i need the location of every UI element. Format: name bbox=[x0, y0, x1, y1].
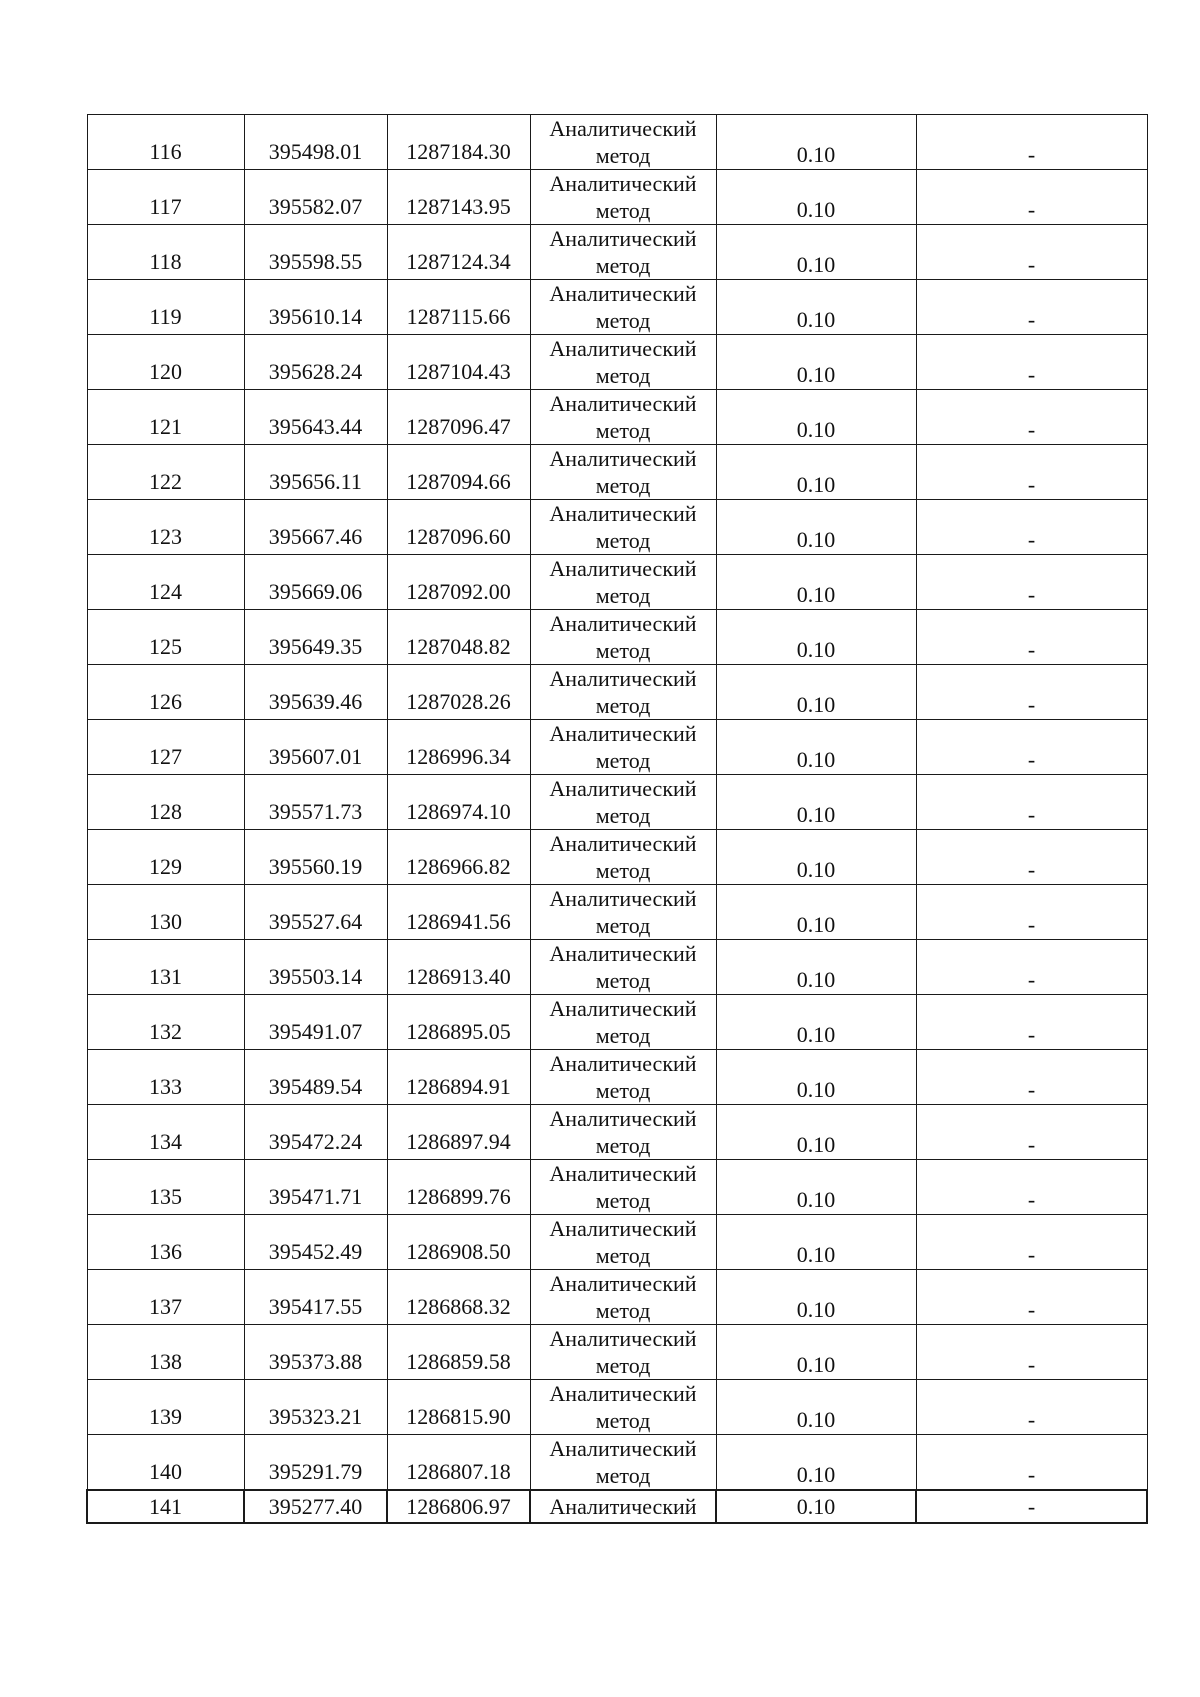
x-coordinate-cell: 395491.07 bbox=[244, 995, 387, 1050]
method-text-line: Аналитический bbox=[549, 1494, 697, 1519]
table-row bbox=[87, 115, 1147, 170]
method-text-line: метод bbox=[595, 1353, 651, 1378]
table-row bbox=[87, 225, 1147, 280]
table-row bbox=[87, 1435, 1147, 1491]
note-cell: - bbox=[916, 1050, 1147, 1105]
y-coordinate-cell: 1286868.32 bbox=[387, 1270, 530, 1325]
note-cell: - bbox=[916, 1380, 1147, 1435]
method-text-line: метод bbox=[595, 308, 651, 333]
point-number-cell: 140 bbox=[87, 1435, 244, 1491]
table-row bbox=[87, 940, 1147, 995]
point-number-cell: 117 bbox=[87, 170, 244, 225]
method-cell bbox=[530, 1325, 716, 1380]
point-number-cell: 135 bbox=[87, 1160, 244, 1215]
y-coordinate-cell: 1286913.40 bbox=[387, 940, 530, 995]
accuracy-cell: 0.10 bbox=[716, 1270, 916, 1325]
y-coordinate-cell: 1287048.82 bbox=[387, 610, 530, 665]
accuracy-cell: 0.10 bbox=[716, 1325, 916, 1380]
accuracy-cell: 0.10 bbox=[716, 445, 916, 500]
table-row bbox=[87, 995, 1147, 1050]
method-cell bbox=[530, 1435, 716, 1491]
point-number-cell: 124 bbox=[87, 555, 244, 610]
y-coordinate-cell: 1286966.82 bbox=[387, 830, 530, 885]
y-coordinate-cell: 1286806.97 bbox=[387, 1490, 530, 1523]
point-number-cell: 132 bbox=[87, 995, 244, 1050]
method-text-line: Аналитический bbox=[549, 501, 697, 526]
method-text-line: метод bbox=[595, 363, 651, 388]
method-text-line: Аналитический bbox=[549, 996, 697, 1021]
method-text-line: метод bbox=[595, 583, 651, 608]
accuracy-cell: 0.10 bbox=[716, 115, 916, 170]
method-cell bbox=[530, 995, 716, 1050]
method-text-line: метод bbox=[595, 803, 651, 828]
note-cell: - bbox=[916, 885, 1147, 940]
accuracy-cell: 0.10 bbox=[716, 1215, 916, 1270]
method-text-line: Аналитический bbox=[549, 446, 697, 471]
accuracy-cell: 0.10 bbox=[716, 1160, 916, 1215]
accuracy-cell: 0.10 bbox=[716, 280, 916, 335]
x-coordinate-cell: 395277.40 bbox=[244, 1490, 387, 1523]
note-cell: - bbox=[916, 390, 1147, 445]
method-text-line: Аналитический bbox=[549, 1161, 697, 1186]
y-coordinate-cell: 1286807.18 bbox=[387, 1435, 530, 1491]
point-number-cell: 134 bbox=[87, 1105, 244, 1160]
point-number-cell: 120 bbox=[87, 335, 244, 390]
note-cell: - bbox=[916, 1270, 1147, 1325]
point-number-cell: 118 bbox=[87, 225, 244, 280]
table-row bbox=[87, 775, 1147, 830]
note-cell: - bbox=[916, 830, 1147, 885]
table-row bbox=[87, 500, 1147, 555]
x-coordinate-cell: 395643.44 bbox=[244, 390, 387, 445]
method-text-line: метод bbox=[595, 473, 651, 498]
x-coordinate-cell: 395649.35 bbox=[244, 610, 387, 665]
note-cell: - bbox=[916, 995, 1147, 1050]
accuracy-cell: 0.10 bbox=[716, 665, 916, 720]
method-text-line: метод bbox=[595, 1408, 651, 1433]
method-cell bbox=[530, 1160, 716, 1215]
y-coordinate-cell: 1287184.30 bbox=[387, 115, 530, 170]
method-text-line: Аналитический bbox=[549, 391, 697, 416]
note-cell: - bbox=[916, 665, 1147, 720]
method-text-line: Аналитический bbox=[549, 336, 697, 361]
note-cell: - bbox=[916, 280, 1147, 335]
method-text-line: метод bbox=[595, 1463, 651, 1488]
method-text-line: метод bbox=[595, 693, 651, 718]
method-text-line: Аналитический bbox=[549, 556, 697, 581]
table-row bbox=[87, 610, 1147, 665]
method-text-line: метод bbox=[595, 1023, 651, 1048]
y-coordinate-cell: 1287028.26 bbox=[387, 665, 530, 720]
x-coordinate-cell: 395291.79 bbox=[244, 1435, 387, 1491]
accuracy-cell: 0.10 bbox=[716, 1435, 916, 1491]
method-cell bbox=[530, 1215, 716, 1270]
y-coordinate-cell: 1287143.95 bbox=[387, 170, 530, 225]
method-cell bbox=[530, 885, 716, 940]
method-text-line: метод bbox=[595, 913, 651, 938]
note-cell: - bbox=[916, 1435, 1147, 1491]
point-number-cell: 126 bbox=[87, 665, 244, 720]
x-coordinate-cell: 395417.55 bbox=[244, 1270, 387, 1325]
y-coordinate-cell: 1287094.66 bbox=[387, 445, 530, 500]
method-cell bbox=[530, 225, 716, 280]
point-number-cell: 136 bbox=[87, 1215, 244, 1270]
method-text-line: Аналитический bbox=[549, 666, 697, 691]
accuracy-cell: 0.10 bbox=[716, 940, 916, 995]
point-number-cell: 125 bbox=[87, 610, 244, 665]
method-cell bbox=[530, 830, 716, 885]
accuracy-cell: 0.10 bbox=[716, 885, 916, 940]
method-text-line: метод bbox=[595, 198, 651, 223]
method-text-line: Аналитический bbox=[549, 611, 697, 636]
table-row bbox=[87, 885, 1147, 940]
method-cell bbox=[530, 665, 716, 720]
method-cell bbox=[530, 445, 716, 500]
coordinates-table bbox=[86, 114, 1148, 1524]
table-row bbox=[87, 1325, 1147, 1380]
method-text-line: метод bbox=[595, 253, 651, 278]
method-cell bbox=[530, 610, 716, 665]
note-cell: - bbox=[916, 940, 1147, 995]
table-row bbox=[87, 280, 1147, 335]
x-coordinate-cell: 395471.71 bbox=[244, 1160, 387, 1215]
note-cell: - bbox=[916, 1160, 1147, 1215]
method-text-line: метод bbox=[595, 858, 651, 883]
accuracy-cell: 0.10 bbox=[716, 170, 916, 225]
accuracy-cell: 0.10 bbox=[716, 500, 916, 555]
table-row bbox=[87, 390, 1147, 445]
y-coordinate-cell: 1286859.58 bbox=[387, 1325, 530, 1380]
y-coordinate-cell: 1287115.66 bbox=[387, 280, 530, 335]
accuracy-cell: 0.10 bbox=[716, 1380, 916, 1435]
x-coordinate-cell: 395669.06 bbox=[244, 555, 387, 610]
note-cell: - bbox=[916, 115, 1147, 170]
method-cell bbox=[530, 1105, 716, 1160]
point-number-cell: 137 bbox=[87, 1270, 244, 1325]
point-number-cell: 129 bbox=[87, 830, 244, 885]
point-number-cell: 141 bbox=[87, 1490, 244, 1523]
method-text-line: метод bbox=[595, 638, 651, 663]
y-coordinate-cell: 1286895.05 bbox=[387, 995, 530, 1050]
note-cell: - bbox=[916, 1490, 1147, 1523]
x-coordinate-cell: 395667.46 bbox=[244, 500, 387, 555]
method-text-line: метод bbox=[595, 1188, 651, 1213]
point-number-cell: 138 bbox=[87, 1325, 244, 1380]
method-cell bbox=[530, 170, 716, 225]
method-cell bbox=[530, 1380, 716, 1435]
accuracy-cell: 0.10 bbox=[716, 720, 916, 775]
accuracy-cell: 0.10 bbox=[716, 390, 916, 445]
table-row bbox=[87, 1490, 1147, 1523]
method-cell bbox=[530, 1050, 716, 1105]
table-row bbox=[87, 170, 1147, 225]
point-number-cell: 116 bbox=[87, 115, 244, 170]
note-cell: - bbox=[916, 720, 1147, 775]
method-text-line: Аналитический bbox=[549, 1106, 697, 1131]
accuracy-cell: 0.10 bbox=[716, 995, 916, 1050]
method-text-line: Аналитический bbox=[549, 281, 697, 306]
note-cell: - bbox=[916, 610, 1147, 665]
table-row bbox=[87, 335, 1147, 390]
method-text-line: Аналитический bbox=[549, 886, 697, 911]
note-cell: - bbox=[916, 1325, 1147, 1380]
y-coordinate-cell: 1287104.43 bbox=[387, 335, 530, 390]
table-row bbox=[87, 1160, 1147, 1215]
method-cell bbox=[530, 720, 716, 775]
method-cell bbox=[530, 335, 716, 390]
method-text-line: Аналитический bbox=[549, 1216, 697, 1241]
table-row bbox=[87, 720, 1147, 775]
table-row bbox=[87, 1380, 1147, 1435]
note-cell: - bbox=[916, 555, 1147, 610]
table-row bbox=[87, 665, 1147, 720]
x-coordinate-cell: 395472.24 bbox=[244, 1105, 387, 1160]
point-number-cell: 123 bbox=[87, 500, 244, 555]
point-number-cell: 131 bbox=[87, 940, 244, 995]
table-row bbox=[87, 1270, 1147, 1325]
y-coordinate-cell: 1286941.56 bbox=[387, 885, 530, 940]
coordinates-table-body bbox=[87, 115, 1147, 1524]
x-coordinate-cell: 395582.07 bbox=[244, 170, 387, 225]
x-coordinate-cell: 395503.14 bbox=[244, 940, 387, 995]
method-cell bbox=[530, 390, 716, 445]
x-coordinate-cell: 395527.64 bbox=[244, 885, 387, 940]
accuracy-cell: 0.10 bbox=[716, 555, 916, 610]
method-text-line: Аналитический bbox=[549, 171, 697, 196]
y-coordinate-cell: 1286996.34 bbox=[387, 720, 530, 775]
method-text-line: Аналитический bbox=[549, 941, 697, 966]
method-text-line: метод bbox=[595, 748, 651, 773]
method-text-line: метод bbox=[595, 1298, 651, 1323]
point-number-cell: 121 bbox=[87, 390, 244, 445]
x-coordinate-cell: 395452.49 bbox=[244, 1215, 387, 1270]
table-row bbox=[87, 1215, 1147, 1270]
table-row bbox=[87, 1050, 1147, 1105]
x-coordinate-cell: 395598.55 bbox=[244, 225, 387, 280]
note-cell: - bbox=[916, 775, 1147, 830]
accuracy-cell: 0.10 bbox=[716, 775, 916, 830]
accuracy-cell: 0.10 bbox=[716, 610, 916, 665]
method-text-line: Аналитический bbox=[549, 226, 697, 251]
point-number-cell: 130 bbox=[87, 885, 244, 940]
method-text-line: Аналитический bbox=[549, 1436, 697, 1461]
note-cell: - bbox=[916, 170, 1147, 225]
x-coordinate-cell: 395656.11 bbox=[244, 445, 387, 500]
y-coordinate-cell: 1287092.00 bbox=[387, 555, 530, 610]
point-number-cell: 122 bbox=[87, 445, 244, 500]
y-coordinate-cell: 1287124.34 bbox=[387, 225, 530, 280]
method-text-line: метод bbox=[595, 1133, 651, 1158]
y-coordinate-cell: 1286899.76 bbox=[387, 1160, 530, 1215]
y-coordinate-cell: 1286894.91 bbox=[387, 1050, 530, 1105]
method-text-line: метод bbox=[595, 143, 651, 168]
point-number-cell: 133 bbox=[87, 1050, 244, 1105]
accuracy-cell: 0.10 bbox=[716, 1050, 916, 1105]
y-coordinate-cell: 1286974.10 bbox=[387, 775, 530, 830]
x-coordinate-cell: 395639.46 bbox=[244, 665, 387, 720]
x-coordinate-cell: 395607.01 bbox=[244, 720, 387, 775]
method-text-line: Аналитический bbox=[549, 721, 697, 746]
y-coordinate-cell: 1286897.94 bbox=[387, 1105, 530, 1160]
method-text-line: метод bbox=[595, 968, 651, 993]
table-row bbox=[87, 830, 1147, 885]
method-text-line: Аналитический bbox=[549, 1051, 697, 1076]
method-cell bbox=[530, 115, 716, 170]
y-coordinate-cell: 1286815.90 bbox=[387, 1380, 530, 1435]
method-text-line: метод bbox=[595, 1078, 651, 1103]
method-text-line: метод bbox=[595, 418, 651, 443]
point-number-cell: 128 bbox=[87, 775, 244, 830]
accuracy-cell: 0.10 bbox=[716, 830, 916, 885]
x-coordinate-cell: 395323.21 bbox=[244, 1380, 387, 1435]
accuracy-cell: 0.10 bbox=[716, 335, 916, 390]
note-cell: - bbox=[916, 445, 1147, 500]
x-coordinate-cell: 395489.54 bbox=[244, 1050, 387, 1105]
table-row bbox=[87, 555, 1147, 610]
note-cell: - bbox=[916, 1215, 1147, 1270]
y-coordinate-cell: 1287096.47 bbox=[387, 390, 530, 445]
method-cell bbox=[530, 555, 716, 610]
method-cell bbox=[530, 500, 716, 555]
method-text-line: Аналитический bbox=[549, 831, 697, 856]
table-row bbox=[87, 1105, 1147, 1160]
method-cell bbox=[530, 1490, 716, 1523]
x-coordinate-cell: 395628.24 bbox=[244, 335, 387, 390]
method-text-line: Аналитический bbox=[549, 1271, 697, 1296]
point-number-cell: 139 bbox=[87, 1380, 244, 1435]
method-text-line: метод bbox=[595, 1243, 651, 1268]
note-cell: - bbox=[916, 1105, 1147, 1160]
x-coordinate-cell: 395560.19 bbox=[244, 830, 387, 885]
accuracy-cell: 0.10 bbox=[716, 1490, 916, 1523]
method-text-line: Аналитический bbox=[549, 1381, 697, 1406]
accuracy-cell: 0.10 bbox=[716, 1105, 916, 1160]
note-cell: - bbox=[916, 335, 1147, 390]
point-number-cell: 127 bbox=[87, 720, 244, 775]
method-text-line: Аналитический bbox=[549, 776, 697, 801]
note-cell: - bbox=[916, 225, 1147, 280]
method-cell bbox=[530, 280, 716, 335]
method-text-line: Аналитический bbox=[549, 1326, 697, 1351]
y-coordinate-cell: 1286908.50 bbox=[387, 1215, 530, 1270]
method-cell bbox=[530, 775, 716, 830]
accuracy-cell: 0.10 bbox=[716, 225, 916, 280]
note-cell: - bbox=[916, 500, 1147, 555]
method-text-line: метод bbox=[595, 528, 651, 553]
x-coordinate-cell: 395373.88 bbox=[244, 1325, 387, 1380]
table-row bbox=[87, 445, 1147, 500]
x-coordinate-cell: 395498.01 bbox=[244, 115, 387, 170]
y-coordinate-cell: 1287096.60 bbox=[387, 500, 530, 555]
x-coordinate-cell: 395610.14 bbox=[244, 280, 387, 335]
x-coordinate-cell: 395571.73 bbox=[244, 775, 387, 830]
point-number-cell: 119 bbox=[87, 280, 244, 335]
method-cell bbox=[530, 1270, 716, 1325]
method-cell bbox=[530, 940, 716, 995]
method-text-line: Аналитический bbox=[549, 116, 697, 141]
